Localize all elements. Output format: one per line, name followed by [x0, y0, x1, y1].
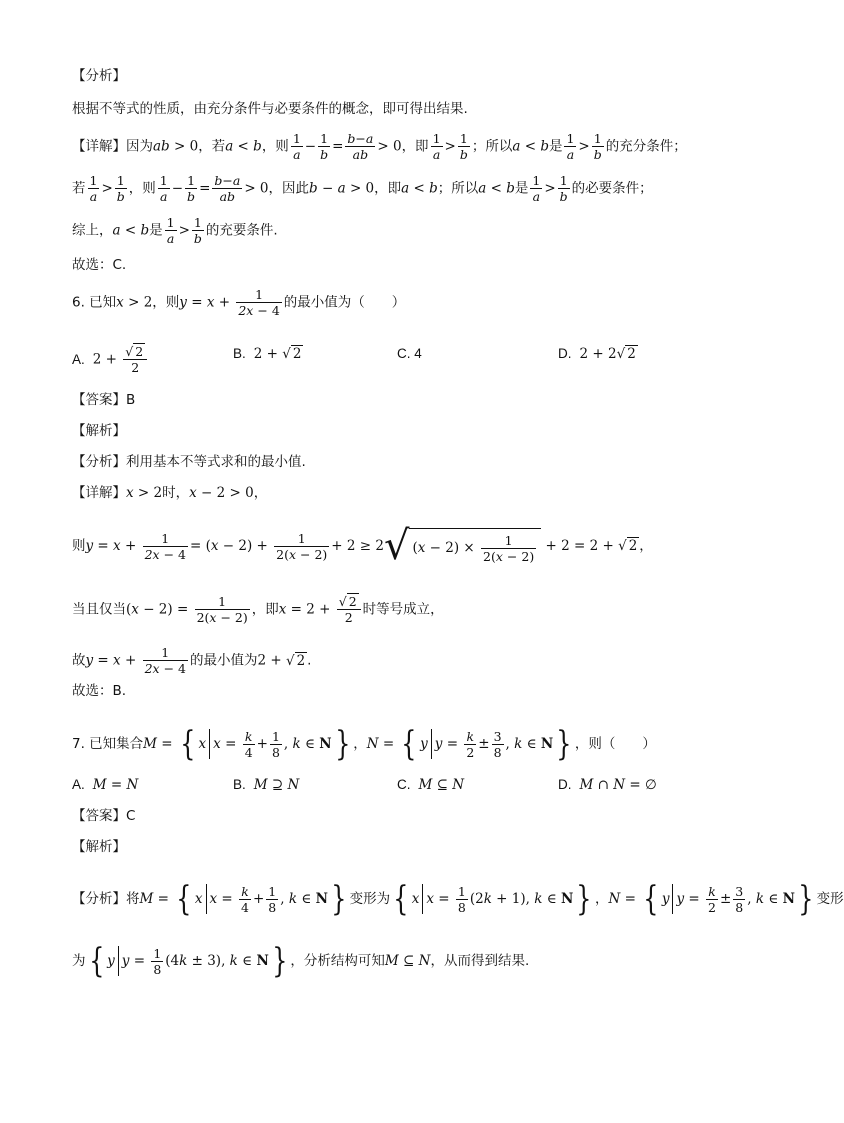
- q7-option-a[interactable]: A. M = N: [72, 777, 139, 793]
- q6-answer: 【答案】B: [72, 392, 136, 408]
- q7-option-d[interactable]: D. M ∩ N = ∅: [558, 777, 657, 793]
- q5-detail-line-1: 【详解】因为ab > 0，若a < b，则 $\frac{1}{a}$ − $\frac{1}{b}$ = $\frac{b-a}{ab}$ > 0，即 $\frac{1}{a}$ > $\frac{1}{b}$ ；所以a < b是 $\frac{1}{a}$ > $\frac{1}{b}$ 的充分条件；: [72, 131, 687, 162]
- q6-jiexi: 【解析】: [72, 423, 126, 439]
- q5-detail-line-3: 综上，a < b是 $\frac{1}{a}$ > $\frac{1}{b}$ 的充要条件.: [72, 215, 278, 246]
- q6-equality: 当且仅当(x − 2) = $\frac{1}{2(x - 2)}$ ，即x = 2 + $\frac{√ 2}{2}$ 时等号成立，: [72, 594, 444, 625]
- q5-detail-line-2: 若 $\frac{1}{a}$ > $\frac{1}{b}$ ，则 $\frac{1}{a}$ − $\frac{1}{b}$ = $\frac{b-a}{ab}$ > 0，因此b − a > 0，即a < b；所以a < b是 $\frac{1}{a}$ > $\frac{1}{b}$ 的必要条件；: [72, 173, 653, 204]
- q7-analysis-line-2: 为{ y y = $\frac{1}{8}$ (4k ± 3), k ∈ N} ，分析结构可知M ⊆ N，从而得到结果.: [72, 941, 530, 981]
- q7-option-b[interactable]: B. M ⊇ N: [233, 777, 300, 793]
- q6-choose: 故选：B.: [72, 683, 127, 699]
- q5-choose: 故选：C.: [72, 257, 127, 273]
- q6-stem: 6. 已知x > 2，则y = x + $\frac{1}{2x - 4}$ 的最小值为（ ）: [72, 287, 406, 318]
- q6-option-d[interactable]: D. 2 + 2√ 2: [558, 346, 636, 362]
- q6-conclusion: 故y = x + $\frac{1}{2x - 4}$ 的最小值为2 + √ 2 .: [72, 645, 312, 676]
- q6-option-a[interactable]: A. 2 + $\frac{√ 2}{2}$: [72, 344, 149, 375]
- q7-stem: 7. 已知集合M = { x x = $\frac{k}{4}$ + $\frac{1}{8}$ , k ∈ N} ，N = { y y = $\frac{k}{2}$ ± $\frac{3}{8}$ , k ∈ N} ，则（ ）: [72, 724, 656, 764]
- q6-analysis: 【分析】利用基本不等式求和的最小值.: [72, 454, 306, 470]
- q7-jiexi: 【解析】: [72, 839, 126, 855]
- q6-derivation: 则y = x + $\frac{1}{2x - 4}$ = (x − 2) + $\frac{1}{2(x - 2)}$ + 2 ≥ 2√ (x − 2) × $\frac{1}{2(x - 2)}$ + 2 = 2 + √ 2 ，: [72, 523, 653, 569]
- q6-detail-start: 【详解】x > 2时，x − 2 > 0，: [72, 485, 268, 501]
- q7-answer: 【答案】C: [72, 808, 136, 824]
- q7-option-c[interactable]: C. M ⊆ N: [397, 777, 465, 793]
- q6-option-b[interactable]: B. 2 + √ 2: [233, 346, 302, 362]
- analysis-text: 根据不等式的性质，由充分条件与必要条件的概念，即可得出结果.: [72, 101, 468, 117]
- q6-option-c[interactable]: C. 4: [397, 346, 422, 361]
- q7-analysis-line-1: 【分析】将M = { x x = $\frac{k}{4}$ + $\frac{1}{8}$ , k ∈ N} 变形为{ x x = $\frac{1}{8}$ (2k + 1), k ∈ N} ，N = { y y = $\frac{k}{2}$ ± $\frac{3}{8}$ , k ∈ N} 变形: [72, 879, 844, 919]
- analysis-label: 【分析】: [72, 68, 126, 84]
